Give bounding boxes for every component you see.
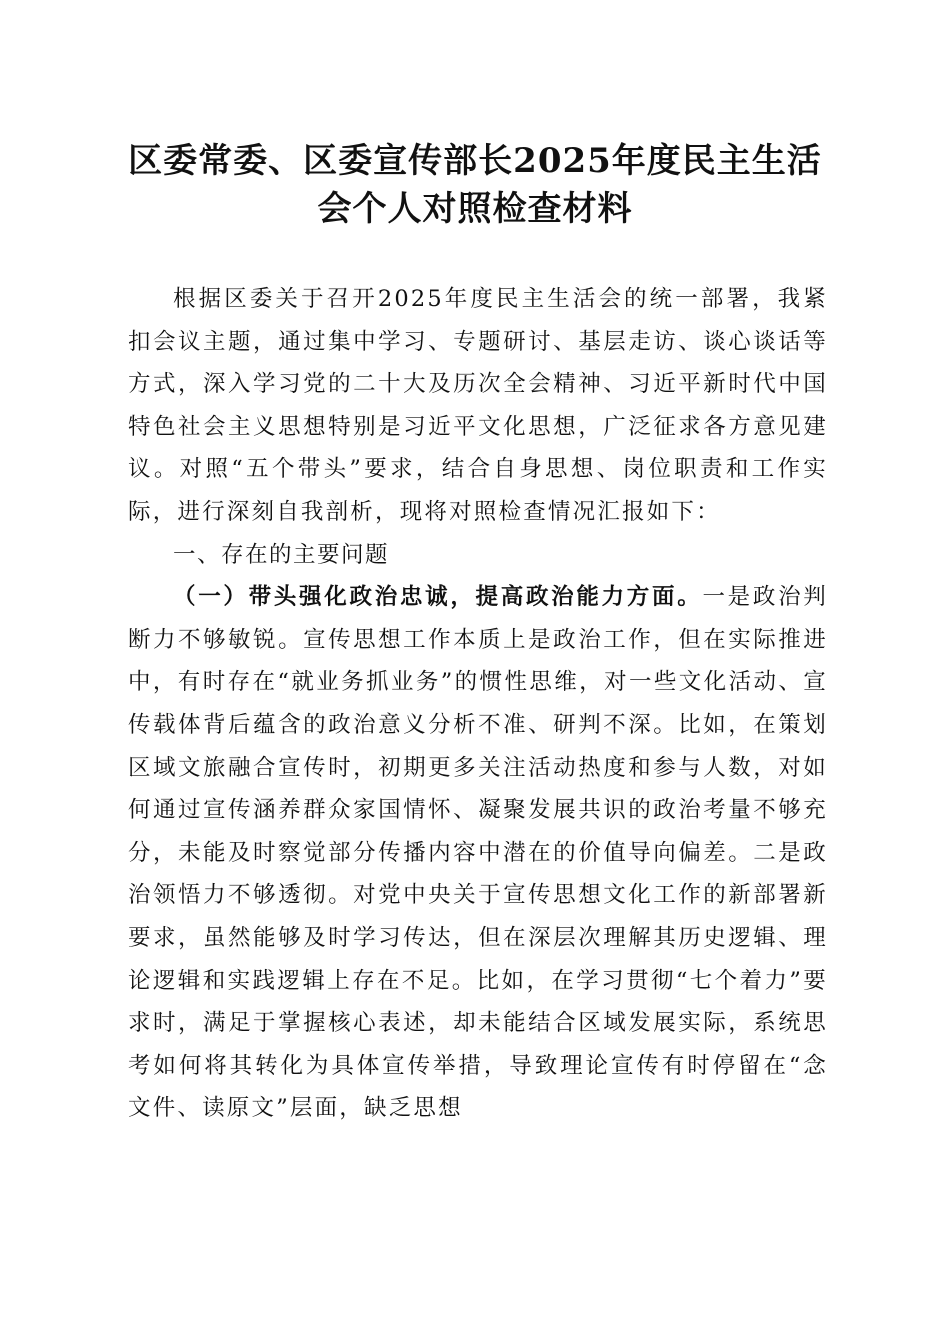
document-body xyxy=(128,278,828,1130)
intro-paragraph: 根据区委关于召开2025年度民主生活会的统一部署，我紧扣会议主题，通过集中学习、专题研讨、基层走访、谈心谈话等方式，深入学习党的二十大及历次全会精神、习近平新时代中国特色社会主义思想特别是习近平文化思想，广泛征求各方意见建议。对照“五个带头”要求，结合自身思想、岗位职责和工作实际，进行深刻自我剖析，现将对照检查情况汇报如下： xyxy=(128,286,828,525)
subsection-heading-1: （一）带头强化政治忠诚，提高政治能力方面。 xyxy=(173,584,703,611)
document-title xyxy=(90,137,860,233)
title-line-2: 会个人对照检查材料 xyxy=(317,189,633,229)
section-heading-1: 一、存在的主要问题 xyxy=(173,541,390,568)
subsection-body-1: 一是政治判断力不够敏锐。宣传思想工作本质上是政治工作，但在实际推进中，有时存在“就业务抓业务”的惯性思维，对一些文化活动、宣传载体背后蕴含的政治意义分析不准、研判不深。比如，在策划区域文旅融合宣传时，初期更多关注活动热度和参与人数，对如何通过宣传涵养群众家国情怀、凝聚发展共识的政治考量不够充分，未能及时察觉部分传播内容中潜在的价值导向偏差。二是政治领悟力不够透彻。对党中央关于宣传思想文化工作的新部署新要求，虽然能够及时学习传达，但在深层次理解其历史逻辑、理论逻辑和实践逻辑上存在不足。比如，在学习贯彻“七个着力”要求时，满足于掌握核心表述，却未能结合区域发展实际，系统思考如何将其转化为具体宣传举措，导致理论宣传有时停留在“念文件、读原文”层面，缺乏思想 xyxy=(128,584,828,1122)
title-line-1: 区委常委、区委宣传部长2025年度民主生活 xyxy=(128,141,822,181)
subsection-paragraph-1 xyxy=(128,576,828,1130)
